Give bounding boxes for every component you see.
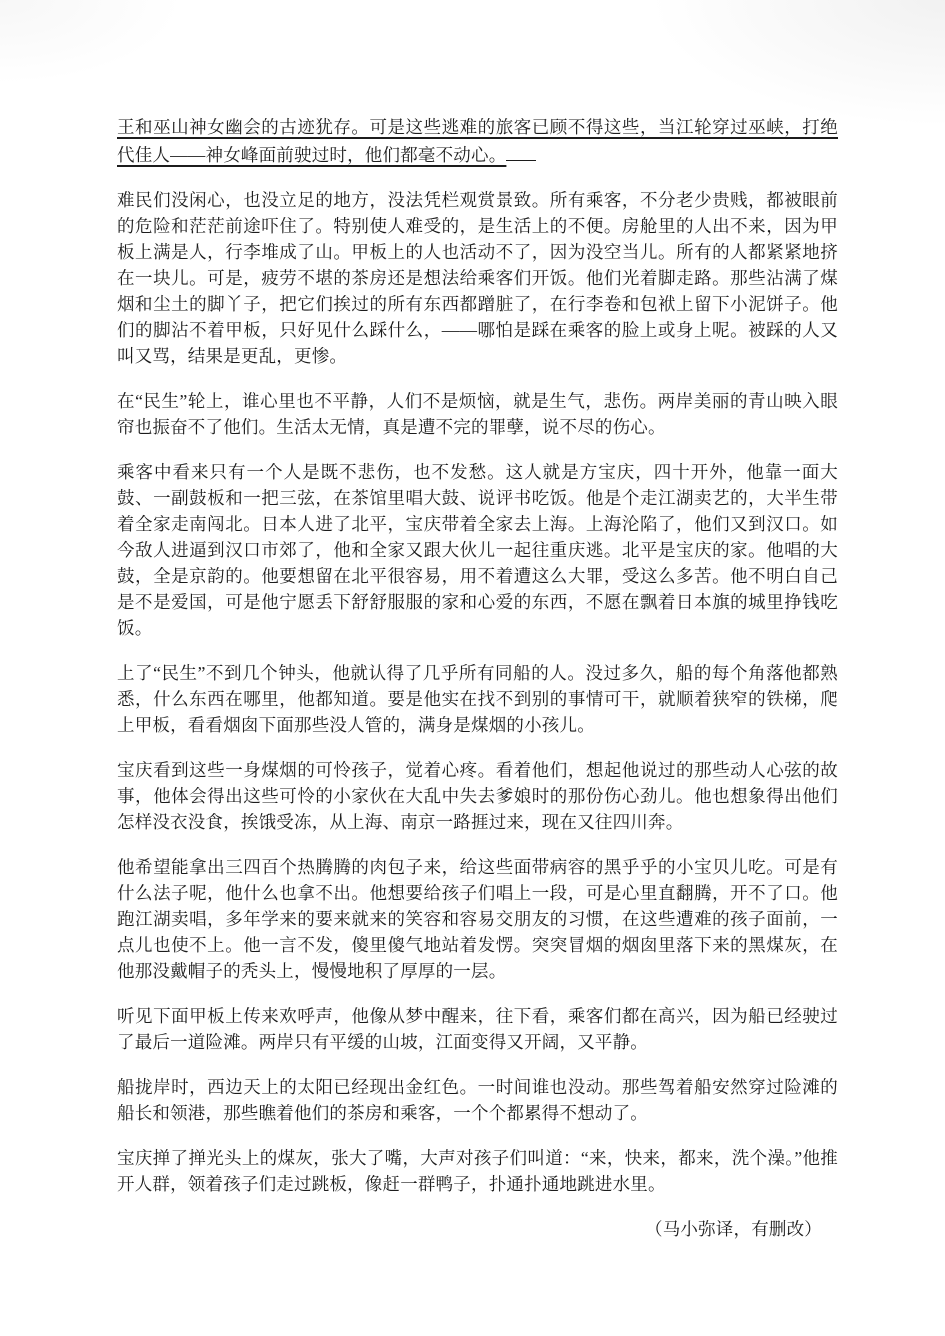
paragraph-exploring-ship: 上了“民生”不到几个钟头，他就认得了几乎所有同船的人。没过多久，船的每个角落他都熟悉，什么东西在哪里，他都知道。要是他实在找不到别的事情可干，就顺着狭窄的铁梯，爬上甲板，看看烟囱下面那些没人管的，满身是煤烟的小孩儿。 <box>117 663 838 735</box>
paragraph-refugees: 难民们没闲心，也没立足的地方，没法凭栏观赏景致。所有乘客，不分老少贵贱，都被眼前的危险和茫茫前途吓住了。特别使人难受的，是生活上的不便。房舱里的人出不来，因为甲板上满是人，行李堆成了山。甲板上的人也活动不了，因为没空当儿。所有的人都紧紧地挤在一块儿。可是，疲劳不堪的茶房还是想法给乘客们开饭。他们光着脚走路。那些沾满了煤烟和尘土的脚丫子，把它们挨过的所有东西都蹭脏了，在行李卷和包袱上留下小泥饼子。他们的脚沾不着甲板，只好见什么踩什么，——哪怕是踩在乘客的脸上或身上呢。被踩的人又叫又骂，结果是更乱，更惨。 <box>117 190 838 366</box>
underline-extension <box>506 140 536 161</box>
paragraph-meat-buns: 他希望能拿出三四百个热腾腾的肉包子来，给这些面带病容的黑乎乎的小宝贝儿吃。可是有什么法子呢，他什么也拿不出。他想要给孩子们唱上一段，可是心里直翻腾，开不了口。他跑江湖卖唱，多年学来的要来就来的笑容和容易交朋友的习惯，在这些遭难的孩子面前，一点儿也使不上。他一言不发，傻里傻气地站着发愣。突突冒烟的烟囱里落下来的黑煤灰，在他那没戴帽子的秃头上，慢慢地积了厚厚的一层。 <box>117 857 838 981</box>
paragraph-minsheng-mood: 在“民生”轮上，谁心里也不平静，人们不是烦恼，就是生气，悲伤。两岸美丽的青山映入眼帘也振奋不了他们。生活太无情，真是遭不完的罪孽，说不尽的伤心。 <box>117 391 838 437</box>
paragraph-fang-baoqing-intro: 乘客中看来只有一个人是既不悲伤，也不发愁。这人就是方宝庆，四十开外，他靠一面大鼓、一副鼓板和一把三弦，在茶馆里唱大鼓、说评书吃饭。他是个走江湖卖艺的，大半生带着全家走南闯北。日本人进了北平，宝庆带着全家去上海。上海沦陷了，他们又到汉口。如今敌人进逼到汉口市郊了，他和全家又跟大伙儿一起往重庆逃。北平是宝庆的家。他唱的大鼓，全是京韵的。他要想留在北平很容易，用不着遭这么大罪，受这么多苦。他不明白自己是不是爱国，可是他宁愿丢下舒舒服服的家和心爱的东西，不愿在飘着日本旗的城里挣钱吃饭。 <box>117 462 838 638</box>
paragraph-bathing-call: 宝庆掸了掸光头上的煤灰，张大了嘴，大声对孩子们叫道：“来，快来，都来，洗个澡。”他推开人群，领着孩子们走过跳板，像赶一群鸭子，扑通扑通地跳进水里。 <box>117 1148 838 1194</box>
underlined-passage <box>117 114 838 168</box>
underlined-passage-text: 王和巫山神女幽会的古迹犹存。可是这些逃难的旅客已顾不得这些，当江轮穿过巫峡，打绝代佳人——神女峰面前驶过时，他们都毫不动心。 <box>117 117 838 165</box>
paragraph-cheers-on-deck: 听见下面甲板上传来欢呼声，他像从梦中醒来，往下看，乘客们都在高兴，因为船已经驶过了最后一道险滩。两岸只有平缓的山坡，江面变得又开阔，又平静。 <box>117 1006 838 1052</box>
paragraph-pity-children: 宝庆看到这些一身煤烟的可怜孩子，觉着心疼。看着他们，想起他说过的那些动人心弦的故事，他体会得出这些可怜的小家伙在大乱中失去爹娘时的那份伤心劲儿。他也想象得出他们怎样没衣没食，挨饿受冻，从上海、南京一路捱过来，现在又往四川奔。 <box>117 760 838 832</box>
attribution-line: （马小弥译，有删改） <box>645 1219 822 1239</box>
paragraph-docking: 船拢岸时，西边天上的太阳已经现出金红色。一时间谁也没动。那些驾着船安然穿过险滩的船长和领港，那些瞧着他们的茶房和乘客，一个个都累得不想动了。 <box>117 1077 838 1123</box>
